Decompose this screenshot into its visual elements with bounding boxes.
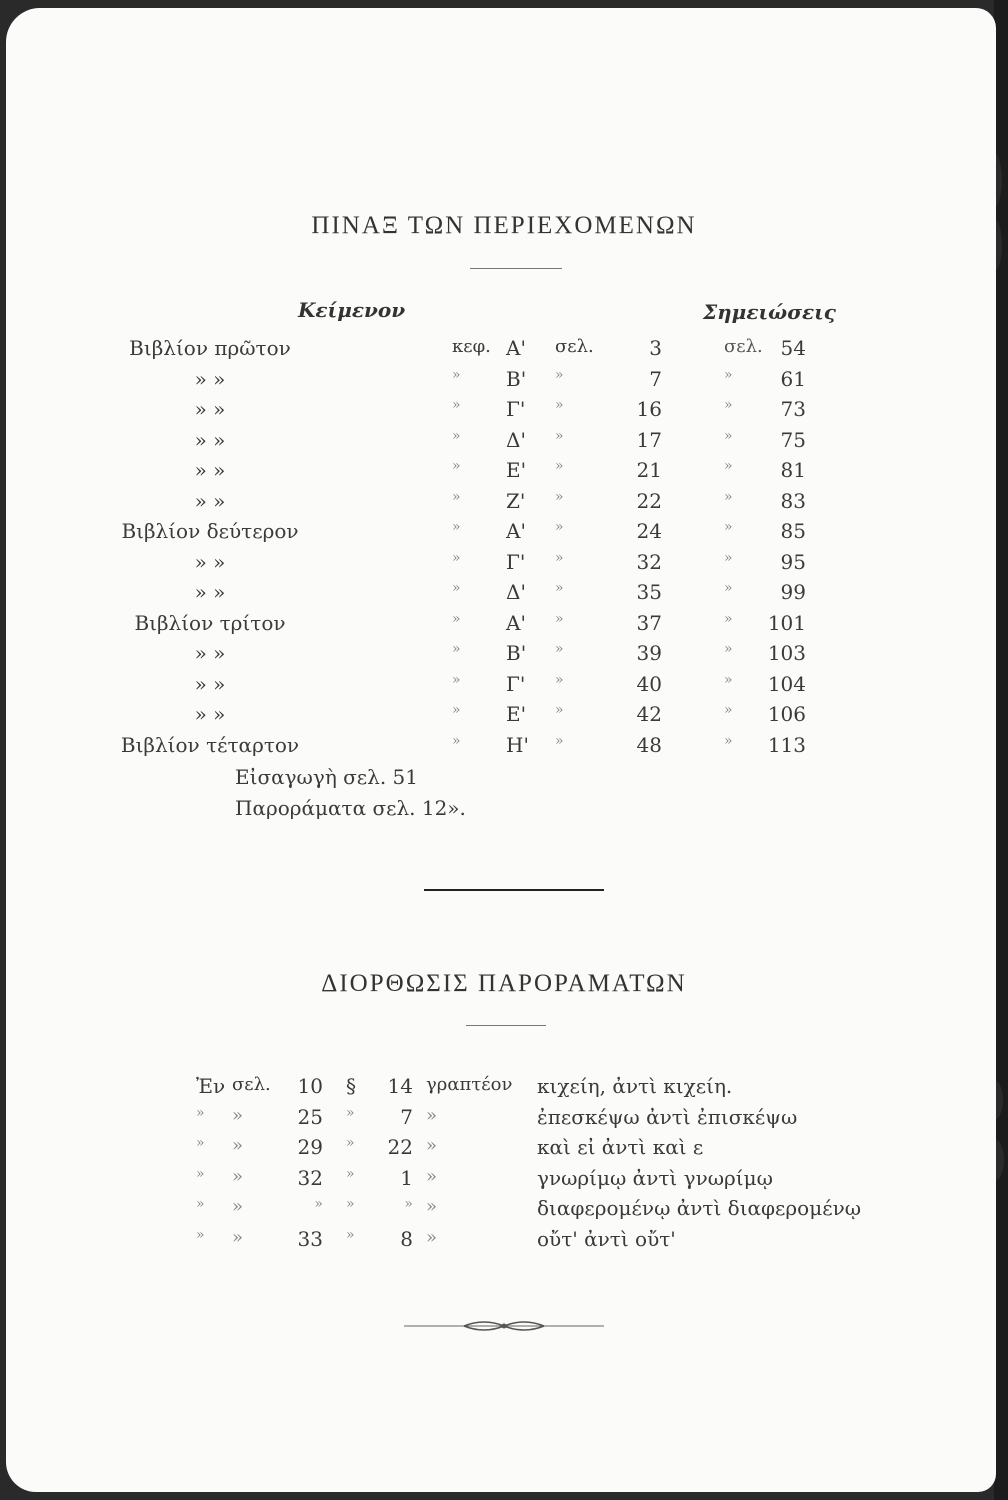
sel-label: » bbox=[555, 427, 564, 444]
chapter-number: Δ' bbox=[506, 580, 526, 604]
sel-label: » bbox=[555, 519, 564, 535]
kef-label: » bbox=[452, 671, 461, 688]
kef-label: » bbox=[452, 580, 461, 596]
page-number: 39 bbox=[636, 641, 662, 665]
notes-sel-label: » bbox=[724, 580, 733, 596]
errata-en: » bbox=[196, 1135, 205, 1151]
sel-label: » bbox=[555, 610, 564, 627]
errata-en: » bbox=[196, 1196, 205, 1212]
page-number: 40 bbox=[636, 671, 662, 696]
notes-page-number: 61 bbox=[780, 366, 806, 391]
errata-paragraph: » bbox=[346, 1165, 355, 1182]
sel-label: » bbox=[555, 549, 564, 566]
kef-label: » bbox=[452, 641, 461, 657]
intro-line: Εἰσαγωγὴ σελ. 51 bbox=[235, 765, 419, 789]
kef-label: » bbox=[452, 702, 461, 718]
notes-sel-label: » bbox=[724, 397, 733, 413]
page-number: 22 bbox=[636, 488, 662, 513]
errata-en: » bbox=[196, 1226, 205, 1243]
contents-row bbox=[0, 702, 1008, 732]
sel-label: » bbox=[555, 671, 564, 688]
errata-write: » bbox=[426, 1104, 438, 1126]
errata-page: 29 bbox=[297, 1135, 323, 1159]
chapter-number: Α' bbox=[506, 519, 526, 543]
page-number: 32 bbox=[636, 549, 662, 574]
book-label: » » bbox=[194, 641, 226, 665]
kef-label: » bbox=[452, 397, 461, 413]
chapter-number: Γ' bbox=[506, 397, 526, 421]
page-number: 21 bbox=[636, 458, 662, 482]
notes-page-number: 101 bbox=[767, 610, 806, 635]
book-label: » » bbox=[194, 702, 226, 726]
errata-sel: σελ. bbox=[232, 1074, 271, 1095]
errata-row bbox=[0, 1074, 1008, 1104]
errata-page: 32 bbox=[297, 1165, 323, 1190]
errata-line: 7 bbox=[400, 1104, 413, 1129]
notes-sel-label: » bbox=[724, 702, 733, 718]
sel-label: » bbox=[555, 702, 564, 718]
contents-row bbox=[0, 367, 1008, 397]
errata-correction: ἐπεσκέψω ἀντὶ ἐπισκέψω bbox=[537, 1104, 798, 1129]
errata-sel: » bbox=[232, 1165, 244, 1187]
errata-write: » bbox=[426, 1165, 438, 1187]
book-label: » » bbox=[194, 458, 226, 482]
errata-line: » bbox=[404, 1196, 413, 1212]
notes-page-number: 106 bbox=[767, 702, 806, 726]
errata-write: » bbox=[426, 1135, 438, 1156]
errata-page: 25 bbox=[297, 1104, 323, 1129]
errata-paragraph: » bbox=[346, 1135, 355, 1151]
notes-page-number: 85 bbox=[780, 519, 806, 543]
chapter-number: Α' bbox=[506, 336, 526, 360]
errata-sel: » bbox=[232, 1226, 244, 1248]
errata-row bbox=[0, 1105, 1008, 1135]
notes-sel-label: » bbox=[724, 458, 733, 474]
errata-line: 22 bbox=[387, 1135, 413, 1159]
book-label: Βιβλίον πρῶτον bbox=[129, 336, 291, 360]
errata-en: Ἐν bbox=[196, 1074, 226, 1098]
sel-label: » bbox=[555, 732, 564, 749]
sel-label: » bbox=[555, 458, 564, 474]
notes-sel-label: σελ. bbox=[724, 336, 763, 357]
text-header: Κείμενον bbox=[298, 298, 406, 322]
chapter-number: Β' bbox=[506, 366, 527, 391]
contents-row bbox=[0, 733, 1008, 763]
errata-write: » bbox=[426, 1226, 438, 1248]
ornament-icon bbox=[404, 1318, 604, 1334]
notes-page-number: 81 bbox=[780, 458, 806, 482]
chapter-number: Η' bbox=[506, 732, 529, 757]
notes-sel-label: » bbox=[724, 427, 733, 444]
contents-row bbox=[0, 489, 1008, 519]
contents-row bbox=[0, 519, 1008, 549]
errata-row bbox=[0, 1196, 1008, 1226]
notes-page-number: 75 bbox=[780, 427, 806, 452]
sel-label: » bbox=[555, 366, 564, 383]
contents-row bbox=[0, 550, 1008, 580]
page-number: 42 bbox=[636, 702, 662, 726]
errata-en: » bbox=[196, 1165, 205, 1182]
chapter-number: Α' bbox=[506, 610, 526, 635]
sel-label: » bbox=[555, 580, 564, 596]
errata-correction: οὔτ' ἀντὶ οὔτ' bbox=[537, 1226, 676, 1251]
kef-label: » bbox=[452, 458, 461, 474]
errata-line: 8 bbox=[400, 1226, 413, 1251]
errata-sel: » bbox=[232, 1104, 244, 1126]
notes-page-number: 95 bbox=[780, 549, 806, 574]
errata-ref-line: Παροράματα σελ. 12». bbox=[235, 796, 466, 820]
book-label: Βιβλίον τρίτον bbox=[134, 610, 286, 635]
contents-title: ΠΙΝΑΞ ΤΩΝ ΠΕΡΙΕΧΟΜΕΝΩΝ bbox=[311, 212, 697, 239]
errata-page: 33 bbox=[297, 1226, 323, 1251]
chapter-number: Γ' bbox=[506, 671, 526, 696]
page-number: 35 bbox=[636, 580, 662, 604]
errata-row bbox=[0, 1227, 1008, 1257]
page-number: 17 bbox=[636, 427, 662, 452]
sel-label: » bbox=[555, 397, 564, 413]
title-rule bbox=[470, 268, 562, 269]
page-number: 24 bbox=[636, 519, 662, 543]
notes-sel-label: » bbox=[724, 641, 733, 657]
errata-sel: » bbox=[232, 1135, 244, 1156]
notes-sel-label: » bbox=[724, 488, 733, 505]
errata-line: 14 bbox=[387, 1074, 413, 1098]
sel-label: σελ. bbox=[555, 336, 594, 357]
kef-label: » bbox=[452, 549, 461, 566]
book-label: Βιβλίον τέταρτον bbox=[120, 732, 300, 757]
kef-label: » bbox=[452, 427, 461, 444]
sel-label: » bbox=[555, 488, 564, 505]
errata-line: 1 bbox=[400, 1165, 413, 1190]
errata-paragraph: » bbox=[346, 1104, 355, 1121]
errata-write: γραπτέον bbox=[426, 1074, 513, 1095]
errata-paragraph: » bbox=[346, 1226, 355, 1243]
errata-title-rule bbox=[466, 1025, 546, 1026]
kef-label: » bbox=[452, 610, 461, 627]
contents-row bbox=[0, 611, 1008, 641]
notes-sel-label: » bbox=[724, 366, 733, 383]
errata-page: » bbox=[314, 1196, 323, 1212]
notes-sel-label: » bbox=[724, 671, 733, 688]
errata-write: » bbox=[426, 1196, 438, 1217]
notes-page-number: 73 bbox=[780, 397, 806, 421]
errata-correction: καὶ εἰ ἀντὶ καὶ ε bbox=[537, 1135, 704, 1159]
page-number: 7 bbox=[649, 366, 662, 391]
kef-label: κεφ. bbox=[452, 336, 491, 357]
book-label: Βιβλίον δεύτερον bbox=[121, 519, 299, 543]
book-label: » » bbox=[194, 488, 226, 513]
errata-correction: κιχείη, ἀντὶ κιχείη. bbox=[537, 1074, 733, 1098]
chapter-number: Ε' bbox=[506, 702, 527, 726]
page-number: 48 bbox=[636, 732, 662, 757]
chapter-number: Β' bbox=[506, 641, 527, 665]
notes-sel-label: » bbox=[724, 519, 733, 535]
errata-paragraph: § bbox=[346, 1074, 356, 1098]
book-label: » » bbox=[194, 366, 226, 391]
chapter-number: Ε' bbox=[506, 458, 527, 482]
contents-row bbox=[0, 672, 1008, 702]
page-number: 16 bbox=[636, 397, 662, 421]
sel-label: » bbox=[555, 641, 564, 657]
notes-page-number: 104 bbox=[767, 671, 806, 696]
notes-page-number: 113 bbox=[767, 732, 806, 757]
page-number: 37 bbox=[636, 610, 662, 635]
book-label: » » bbox=[194, 671, 226, 696]
notes-header: Σημειώσεις bbox=[703, 300, 836, 324]
contents-row bbox=[0, 458, 1008, 488]
contents-row bbox=[0, 397, 1008, 427]
contents-row bbox=[0, 428, 1008, 458]
notes-page-number: 83 bbox=[780, 488, 806, 513]
kef-label: » bbox=[452, 732, 461, 749]
errata-row bbox=[0, 1166, 1008, 1196]
notes-page-number: 99 bbox=[780, 580, 806, 604]
notes-page-number: 54 bbox=[780, 336, 806, 360]
chapter-number: Γ' bbox=[506, 549, 526, 574]
contents-row bbox=[0, 336, 1008, 366]
errata-en: » bbox=[196, 1104, 205, 1121]
contents-row bbox=[0, 580, 1008, 610]
errata-correction: διαφερομένῳ ἀντὶ διαφερομένῳ bbox=[537, 1196, 862, 1220]
contents-row bbox=[0, 641, 1008, 671]
errata-paragraph: » bbox=[346, 1196, 355, 1212]
book-label: » » bbox=[194, 549, 226, 574]
book-label: » » bbox=[194, 580, 226, 604]
book-label: » » bbox=[194, 427, 226, 452]
chapter-number: Δ' bbox=[506, 427, 526, 452]
errata-row bbox=[0, 1135, 1008, 1165]
notes-sel-label: » bbox=[724, 732, 733, 749]
errata-title: ΔΙΟΡΘΩΣΙΣ ΠΑΡΟΡΑΜΑΤΩΝ bbox=[321, 970, 687, 997]
notes-sel-label: » bbox=[724, 610, 733, 627]
errata-page: 10 bbox=[297, 1074, 323, 1098]
kef-label: » bbox=[452, 366, 461, 383]
kef-label: » bbox=[452, 488, 461, 505]
notes-sel-label: » bbox=[724, 549, 733, 566]
page-number: 3 bbox=[649, 336, 662, 360]
book-label: » » bbox=[194, 397, 226, 421]
section-divider bbox=[424, 889, 604, 891]
chapter-number: Ζ' bbox=[506, 488, 526, 513]
errata-correction: γνωρίμῳ ἀντὶ γνωρίμῳ bbox=[537, 1165, 773, 1190]
errata-sel: » bbox=[232, 1196, 244, 1217]
notes-page-number: 103 bbox=[767, 641, 806, 665]
kef-label: » bbox=[452, 519, 461, 535]
